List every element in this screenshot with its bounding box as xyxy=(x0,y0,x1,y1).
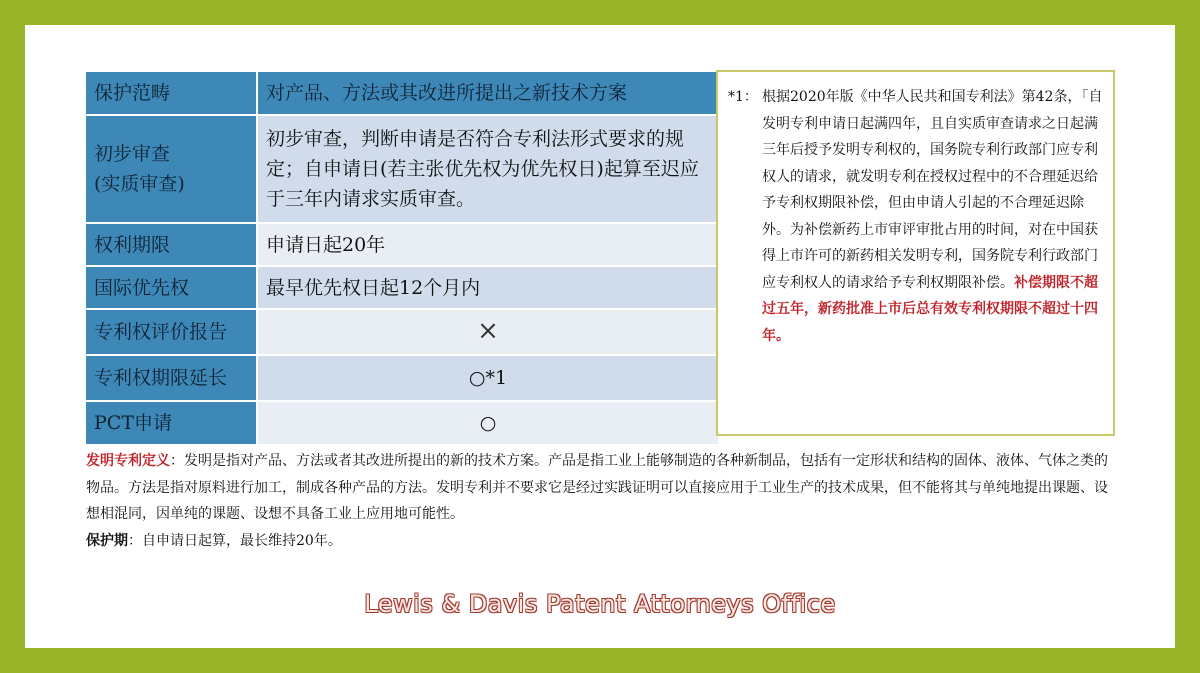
table-header-row xyxy=(85,71,719,115)
row-label: 权利期限 xyxy=(85,223,257,266)
invention-definition xyxy=(86,448,1116,528)
table-row xyxy=(85,401,719,445)
protection-label: 保护期 xyxy=(86,532,128,549)
firm-name-watermark: Lewis & Davis Patent Attorneys Office xyxy=(364,590,836,618)
header-value: 对产品、方法或其改进所提出之新技术方案 xyxy=(257,71,719,115)
footnote-marker: *1： xyxy=(728,89,758,105)
circle-mark-icon: ○ xyxy=(468,367,486,389)
row-value: 初步审查，判断申请是否符合专利法形式要求的规定；自申请日(若主张优先权为优先权日)起算至迟应于三年内请求实质审查。 xyxy=(257,115,719,223)
table-row xyxy=(85,309,719,355)
table-row xyxy=(85,115,719,223)
definition-text: ：发明是指对产品、方法或者其改进所提出的新的技术方案。产品是指工业上能够制造的各种新制品，包括有一定形状和结构的固体、液体、气体之类的物品。方法是指对原料进行加工，制成各种产品的方法。发明专利并不要求它是经过实践证明可以直接应用于工业生产的技术成果，但不能将其与单纯地提出课题、设想相混同，因单纯的课题、设想不具备工业上应用地可能性。 xyxy=(86,453,1108,522)
footnote-box xyxy=(716,70,1115,436)
table-row xyxy=(85,266,719,309)
protection-text: ：自申请日起算，最长维持20年。 xyxy=(128,532,342,549)
header-label: 保护范畴 xyxy=(85,71,257,115)
slide xyxy=(25,25,1175,648)
patent-comparison-table xyxy=(84,70,720,446)
row-label: 专利权评价报告 xyxy=(85,309,257,355)
footnote-text: 根据2020年版《中华人民共和国专利法》第42条，「自发明专利申请日起满四年，且自实质审查请求之日起满三年后授予发明专利权的，国务院专利行政部门应专利权人的请求，就发明专利在授权过程中的不合理延迟给予专利权期限补偿，但由申请人引起的不合理延迟除外。为补偿新药上市审评审批占用的时间，对在中国获得上市许可的新药相关发明专利，国务院专利行政部门应专利权人的请求给予专利权期限补偿。 xyxy=(762,89,1103,291)
circle-mark-icon: ○ xyxy=(479,412,497,434)
footnote-highlight: 补偿期限不超过五年，新药批准上市后总有效专利权期限不超过十四年。 xyxy=(762,274,1098,344)
protection-period xyxy=(86,528,1116,555)
row-value xyxy=(257,401,719,445)
footnote-body xyxy=(762,84,1103,349)
table-row xyxy=(85,223,719,266)
row-label: 国际优先权 xyxy=(85,266,257,309)
row-label: 初步审查 (实质审查) xyxy=(85,115,257,223)
row-value xyxy=(257,355,719,401)
definition-section xyxy=(86,448,1116,554)
definition-label: 发明专利定义 xyxy=(86,453,170,469)
row-label: 专利权期限延长 xyxy=(85,355,257,401)
row-value xyxy=(257,309,719,355)
table-row xyxy=(85,355,719,401)
cross-mark-icon: × xyxy=(477,316,499,346)
row-value: 申请日起20年 xyxy=(257,223,719,266)
footnote-reference: *1 xyxy=(485,367,508,389)
row-label: PCT申请 xyxy=(85,401,257,445)
row-value: 最早优先权日起12个月内 xyxy=(257,266,719,309)
